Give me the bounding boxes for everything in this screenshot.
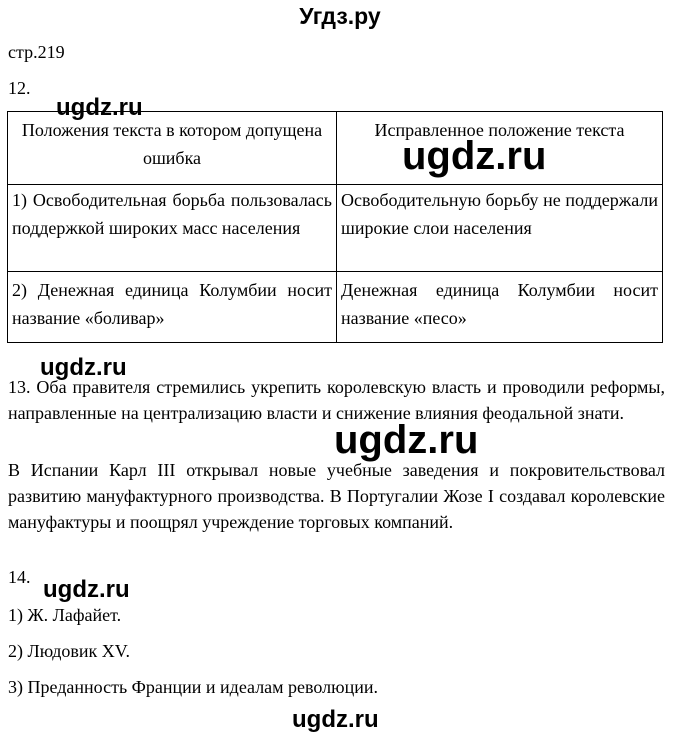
- table-row: [8, 185, 663, 272]
- question-12-number: 12.: [8, 78, 31, 98]
- watermark: ugdz.ru: [334, 418, 479, 462]
- table-header-cell: Исправленное положение текста: [337, 112, 663, 185]
- table-header-cell: Положения текста в котором допущена ошибка: [8, 112, 337, 185]
- watermark: ugdz.ru: [402, 134, 547, 178]
- page-reference: стр.219: [8, 42, 65, 62]
- table-cell: 2) Денежная единица Колумбии носит название «боливар»: [8, 272, 337, 343]
- table-cell: 1) Освободительная борьба пользовалась поддержкой широких масс населения: [8, 185, 337, 272]
- answer-item: 3) Преданность Франции и идеалам революции.: [8, 677, 379, 697]
- watermark: ugdz.ru: [43, 576, 130, 603]
- table-row: [8, 272, 663, 343]
- table-header-row: [8, 112, 663, 185]
- error-correction-table: [7, 111, 663, 343]
- watermark: ugdz.ru: [292, 706, 379, 733]
- question-13-paragraph: 13. Оба правителя стремились укрепить королевскую власть и проводили реформы, направленные на централизацию власти и снижение влияния феодальной знати.: [8, 377, 665, 423]
- site-title: Угдз.ру: [299, 3, 381, 29]
- answer-item: 2) Людовик XV.: [8, 641, 130, 661]
- answer-item: 1) Ж. Лафайет.: [8, 605, 122, 625]
- table-cell: Освободительную борьбу не поддержали широкие слои населения: [337, 185, 663, 272]
- question-13-paragraph: В Испании Карл III открывал новые учебные заведения и покровительствовал развитию мануфактурного производства. В Португалии Жозе I создавал королевские мануфактуры и поощрял учреждение торговых компаний.: [8, 460, 665, 532]
- table-cell: Денежная единица Колумбии носит название «песо»: [337, 272, 663, 343]
- watermark: ugdz.ru: [56, 94, 143, 121]
- watermark: ugdz.ru: [40, 354, 127, 381]
- question-14-number: 14.: [8, 567, 31, 587]
